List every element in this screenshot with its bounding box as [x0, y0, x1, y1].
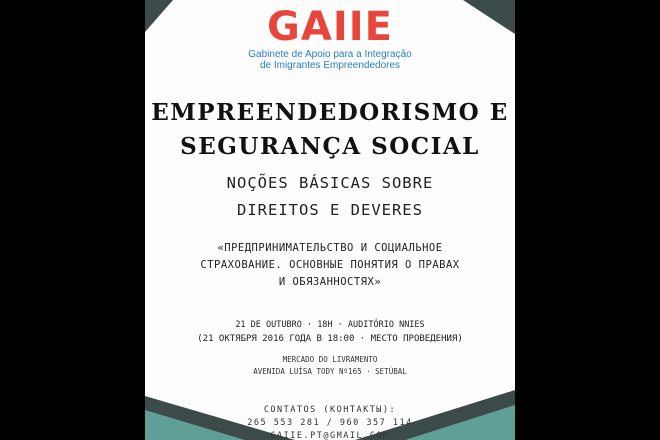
- event-details: [145, 318, 515, 346]
- subtitle-line2: DIREITOS E DEVERES: [237, 201, 423, 219]
- gaiie-logo: [145, 5, 515, 71]
- event-date-pt: 21 DE OUTUBRO · 18H · AUDITÓRIO NNIES: [235, 320, 425, 330]
- contacts-label: CONTATOS (КОНТАКТЫ):: [263, 405, 397, 415]
- venue-address: [145, 354, 515, 378]
- contact-info: [145, 404, 515, 440]
- event-poster: [145, 0, 515, 440]
- logo-subtitle-line2: de Imigrantes Empreendedores: [259, 60, 401, 71]
- russian-line3: И ОБЯЗАННОСТЯХ»: [278, 276, 382, 288]
- russian-title: [145, 240, 515, 291]
- venue-line2: AVENIDA LUÍSA TODY Nº165 · SETÚBAL: [253, 367, 407, 376]
- venue-line1: MERCADO DO LIVRAMENTO: [282, 355, 378, 364]
- logo-mark: GAIIE: [267, 4, 393, 50]
- poster-title: [145, 96, 515, 164]
- russian-line1: «ПРЕДПРИНИМАТЕЛЬСТВО И СОЦИАЛЬНОЕ: [217, 242, 443, 254]
- poster-subtitle: [145, 170, 515, 224]
- russian-line2: СТРАХОВАНИЕ. ОСНОВНЫЕ ПОНЯТИЯ О ПРАВАХ: [200, 259, 460, 271]
- subtitle-line1: NOÇÕES BÁSICAS SOBRE: [226, 174, 434, 192]
- contacts-email: GAIIE.PT@GMAIL.COM: [270, 431, 390, 440]
- title-line2: SEGURANÇA SOCIAL: [180, 133, 480, 160]
- title-line1: EMPREENDEDORISMO E: [151, 99, 509, 126]
- logo-subtitle-line1: Gabinete de Apoio para a Integração: [248, 49, 412, 60]
- event-date-ru: (21 ОКТЯБРЯ 2016 ГОДА В 18:00 · МЕСТО ПРОВЕДЕНИЯ): [197, 334, 463, 344]
- contacts-phones: 265 553 281 / 960 357 114: [247, 418, 413, 428]
